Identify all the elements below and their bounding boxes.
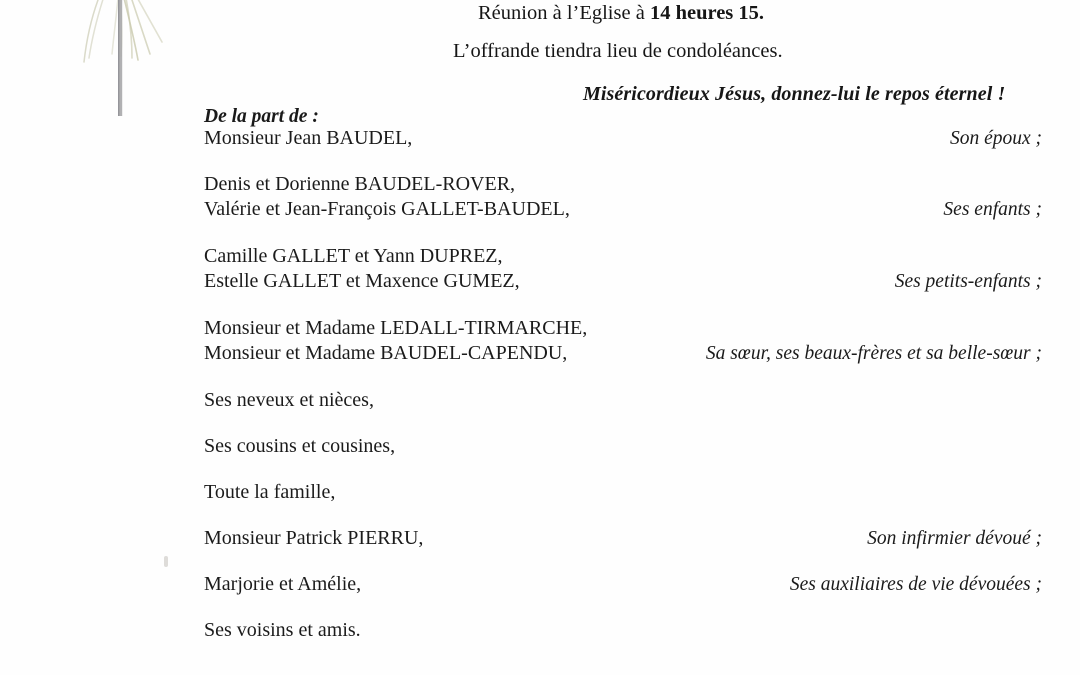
roster-spacer [204,551,1042,572]
de-la-part-de-label: De la part de : [204,106,319,127]
roster-spacer [204,151,1042,172]
roster-names [204,618,1042,643]
roster-name-line: Monsieur Patrick PIERRU, [204,527,424,549]
offrande-line: L’offrande tiendra lieu de condoléances. [453,40,783,62]
roster-relation-label: Ses petits-enfants ; [894,271,1042,292]
roster-group [204,388,1042,413]
roster-name-line: Monsieur et Madame LEDALL-TIRMARCHE, [204,317,588,339]
roster-name-line: Monsieur Jean BAUDEL, [204,127,413,149]
roster-list [204,126,1042,643]
roster-name-line: Denis et Dorienne BAUDEL-ROVER, [204,173,516,195]
roster-group [204,316,1042,366]
scan-artifact-speck [164,556,168,567]
roster-spacer [204,597,1042,618]
roster-spacer [204,413,1042,434]
roster-group [204,480,1042,505]
roster-names [204,172,1042,222]
reunion-prefix: Réunion à l’Eglise à [478,2,650,24]
roster-relation-label: Son époux ; [949,128,1042,149]
roster-name-line: Marjorie et Amélie, [204,573,362,595]
roster-group [204,618,1042,643]
roster-name-line: Toute la famille, [204,481,336,503]
roster-group [204,434,1042,459]
roster-name-line: Camille GALLET et Yann DUPREZ, [204,245,503,267]
roster-name-line: Estelle GALLET et Maxence GUMEZ, [204,270,520,292]
roster-group [204,244,1042,294]
wheat-stalk-icon [62,0,182,124]
roster-name-line: Ses cousins et cousines, [204,435,396,457]
roster-spacer [204,505,1042,526]
roster-name-line: Ses neveux et nièces, [204,389,374,411]
roster-relation-label: Ses auxiliaires de vie dévouées ; [789,574,1042,595]
priere-line: Miséricordieux Jésus, donnez-lui le repos éternel ! [583,83,1006,105]
roster-names [204,126,1042,151]
roster-relation-label: Ses enfants ; [943,199,1042,220]
roster-spacer [204,459,1042,480]
roster-name-line: Monsieur et Madame BAUDEL-CAPENDU, [204,342,568,364]
roster-group [204,172,1042,222]
stalk-stem [118,0,122,116]
roster-relation-label: Sa sœur, ses beaux-frères et sa belle-sœur ; [705,343,1042,364]
roster-name-line: Ses voisins et amis. [204,619,361,641]
roster-names [204,434,1042,459]
roster-relation-label: Son infirmier dévoué ; [867,528,1042,549]
roster-group [204,526,1042,551]
reunion-time: 14 heures 15. [649,2,765,24]
roster-spacer [204,294,1042,316]
roster-names [204,480,1042,505]
roster-spacer [204,222,1042,244]
roster-name-line: Valérie et Jean-François GALLET-BAUDEL, [204,198,570,220]
roster-group [204,126,1042,151]
roster-spacer [204,366,1042,388]
reunion-line [478,3,764,24]
roster-group [204,572,1042,597]
roster-names [204,388,1042,413]
